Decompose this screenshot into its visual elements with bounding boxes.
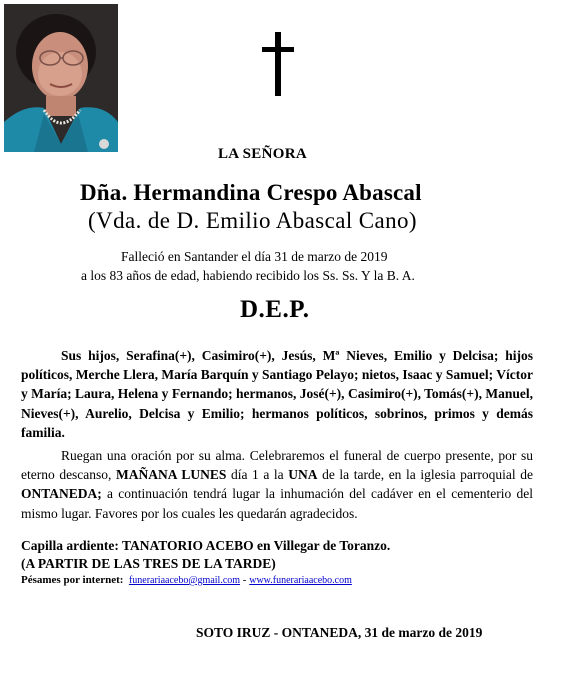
- condolences-line: [21, 574, 352, 586]
- latin-cross-icon: [258, 32, 298, 96]
- deceased-name: Dña. Hermandina Crespo Abascal: [80, 180, 422, 205]
- funeral-day: MAÑANA LUNES: [116, 467, 227, 483]
- funeral-place: ONTANEDA;: [21, 486, 102, 502]
- death-info-line-1: Falleció en Santander el día 31 de marzo de 2019: [121, 249, 388, 264]
- dep-heading: D.E.P.: [240, 296, 310, 323]
- family-paragraph: Sus hijos, Serafina(+), Casimiro(+), Jesús, Mª Nieves, Emilio y Delcisa; hijos políticos, Merche Llera, María Barquín y Santiago Pelayo; nietos, Isaac y Samuel; Víctor y María; Laura, Helena y Fernando; hermanos, José(+), Casimiro(+), Tomás(+), Manuel, Nieves(+), Aurelio, Delcisa y Emilio; hermanos políticos, sobrinos, primos y demás familia.: [21, 348, 533, 440]
- funeral-paragraph: [21, 446, 533, 523]
- widow-of: (Vda. de D. Emilio Abascal Cano): [88, 208, 417, 233]
- funeral-text-4: a continuación tendrá lugar la inhumación del cadáver en el cementerio del mismo lugar. Favores por los cuales les quedarán agradecidos.: [21, 486, 533, 521]
- email-link[interactable]: funerariaacebo@gmail.com: [128, 575, 241, 586]
- website-link[interactable]: www.funerariaacebo.com: [249, 575, 352, 586]
- heading-la-senora: LA SEÑORA: [218, 146, 307, 162]
- funeral-hour: UNA: [288, 467, 318, 483]
- chapel-info: Capilla ardiente: TANATORIO ACEBO en Villegar de Toranzo.: [21, 538, 391, 553]
- footer-place-date: SOTO IRUZ - ONTANEDA, 31 de marzo de 2019: [196, 625, 483, 640]
- funeral-text-3: de la tarde, en la iglesia parroquial de: [317, 467, 533, 483]
- condolences-label: Pésames por internet:: [21, 574, 124, 586]
- funeral-text-1: Ruegan una oración por su alma. Celebraremos el funeral de cuerpo presente, por su eterno descanso,: [21, 448, 533, 483]
- funeral-text-2: día 1 a la: [226, 467, 289, 483]
- portrait-photo: [4, 4, 118, 152]
- death-info-line-2: a los 83 años de edad, habiendo recibido los Ss. Ss. Y la B. A.: [81, 268, 415, 283]
- link-separator: -: [240, 574, 250, 586]
- chapel-hours: (A PARTIR DE LAS TRES DE LA TARDE): [21, 556, 276, 571]
